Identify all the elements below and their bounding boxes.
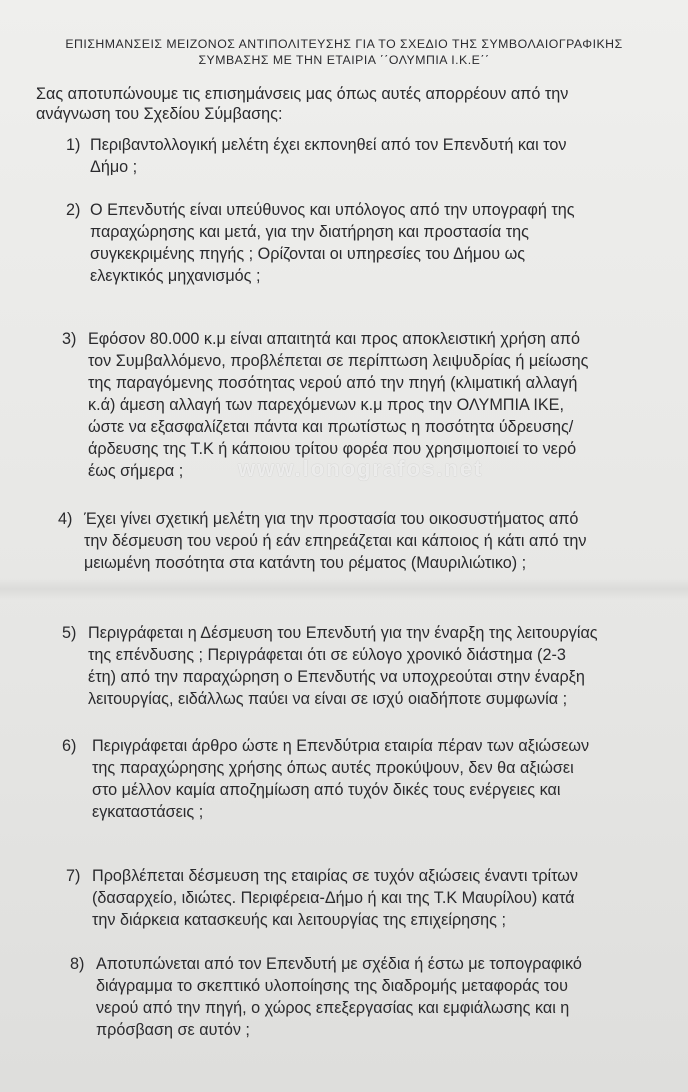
paper-fold [0,578,688,600]
item-number: 6) [62,737,77,755]
item-line: διάγραμμα το σκεπτικό υλοποίησης της διαδρομής μεταφοράς του [96,977,568,995]
item-line: άρδευσης της Τ.Κ ή κάποιου τρίτου φορέα που χρησιμοποιεί το νερό [88,440,577,458]
item-text [84,508,587,574]
item-line: έως σήμερα ; [88,462,184,480]
item-number: 4) [58,510,73,528]
item-text [90,134,566,178]
item-line: ελεγκτικός μηχανισμός ; [90,267,261,285]
item-line: Περιβαντολλογική μελέτη έχει εκπονηθεί από τον Επενδυτή και τον [90,136,567,154]
item-line: της παραχώρησης χρήσης όπως αυτές προκύψουν, δεν θα αξιώσει [92,759,574,777]
item-number: 7) [66,867,81,885]
document-header [0,36,688,68]
watermark: www.lonografos.net [238,456,484,481]
intro-paragraph [36,84,676,124]
item-line: Προβλέπεται δέσμευση της εταιρίας σε τυχόν αξιώσεις έναντι τρίτων [92,867,579,885]
item-text [96,953,582,1041]
item-text [92,735,589,823]
item-line: Έχει γίνει σχετική μελέτη για την προστασία του οικοσυστήματος από [84,510,579,528]
item-line: (δασαρχείο, ιδιώτες. Περιφέρεια-Δήμο ή και της Τ.Κ Μαυρίλου) κατά [92,889,575,907]
item-line: πρόσβαση σε αυτόν ; [96,1021,250,1039]
item-line: Αποτυπώνεται από τον Επενδυτή με σχέδια ή έστω με τοπογραφικό [96,955,582,973]
item-line: κ.ά) άμεση αλλαγή των παρεχόμενων κ.μ προς την ΟΛΥΜΠΙΑ ΙΚΕ, [88,396,564,414]
item-number: 1) [66,136,81,154]
item-text [90,199,575,287]
item-line: την δέσμευση του νερού ή εάν επηρεάζεται και κάποιος ή κάτι από την [84,532,587,550]
item-line: ώστε να εξασφαλίζεται πάντα και πρωτίστως η ποσότητα ύδρευσης/ [88,418,574,436]
item-line: Περιγράφεται άρθρο ώστε η Επενδύτρια εταιρία πέραν των αξιώσεων [92,737,590,755]
item-line: συγκεκριμένης πηγής ; Ορίζονται οι υπηρεσίες του Δήμου ως [90,245,526,263]
item-line: Εφόσον 80.000 κ.μ είναι απαιτητά και προς αποκλειστική χρήση από [88,330,580,348]
intro-line-2: ανάγνωση του Σχεδίου Σύμβασης: [36,105,283,123]
item-line: Ο Επενδυτής είναι υπεύθυνος και υπόλογος από την υπογραφή της [90,201,575,219]
item-number: 2) [66,201,81,219]
header-line-1: ΕΠΙΣΗΜΑΝΣΕΙΣ ΜΕΙΖΟΝΟΣ ΑΝΤΙΠΟΛΙΤΕΥΣΗΣ ΓΙΑ ΤΟ ΣΧΕΔΙΟ ΤΗΣ ΣΥΜΒΟΛΑΙΟΓΡΑΦΙΚΗΣ [65,37,623,51]
item-text [92,865,578,931]
item-line: Περιγράφεται η Δέσμευση του Επενδυτή για την έναρξη της λειτουργίας [88,624,598,642]
item-line: Δήμο ; [90,158,138,176]
item-line: λειτουργίας, ειδάλλως παύει να είναι σε ισχύ οιαδήποτε συμφωνία ; [88,690,568,708]
item-line: στο μέλλον καμία αποζημίωση από τυχόν δικές τους ενέργειες και [92,781,561,799]
item-number: 8) [70,955,85,973]
header-line-2: ΣΥΜΒΑΣΗΣ ΜΕ ΤΗΝ ΕΤΑΙΡΙΑ ΄΄ΟΛΥΜΠΙΑ Ι.Κ.Ε΄΄ [198,53,490,67]
item-line: της επένδυσης ; Περιγράφεται ότι σε εύλογο χρονικό διάστημα (2-3 [88,646,566,664]
item-text [88,622,598,710]
item-line: νερού από την πηγή, ο χώρος επεξεργασίας και εμφιάλωσης και η [96,999,570,1017]
item-line: την διάρκεια κατασκευής και λειτουργίας της επιχείρησης ; [92,911,506,929]
item-line: τον Συμβαλλόμενο, προβλέπεται σε περίπτωση λειψυδρίας ή μείωσης [88,352,589,370]
item-line: έτη) από την παραχώρηση ο Επενδυτής να υποχρεούται στην έναρξη [88,668,585,686]
item-number: 3) [62,330,77,348]
item-line: μειωμένη ποσότητα στα κατάντη του ρέματος (Μαυριλιώτικο) ; [84,554,527,572]
intro-line-1: Σας αποτυπώνουμε τις επισημάνσεις μας όπως αυτές απορρέουν από την [36,85,569,103]
item-line: εγκαταστάσεις ; [92,803,204,821]
item-number: 5) [62,624,77,642]
item-line: παραχώρησης και μετά, για την διατήρηση και προστασία της [90,223,529,241]
item-line: της παραγόμενης ποσότητας νερού από την πηγή (κλιματική αλλαγή [88,374,578,392]
